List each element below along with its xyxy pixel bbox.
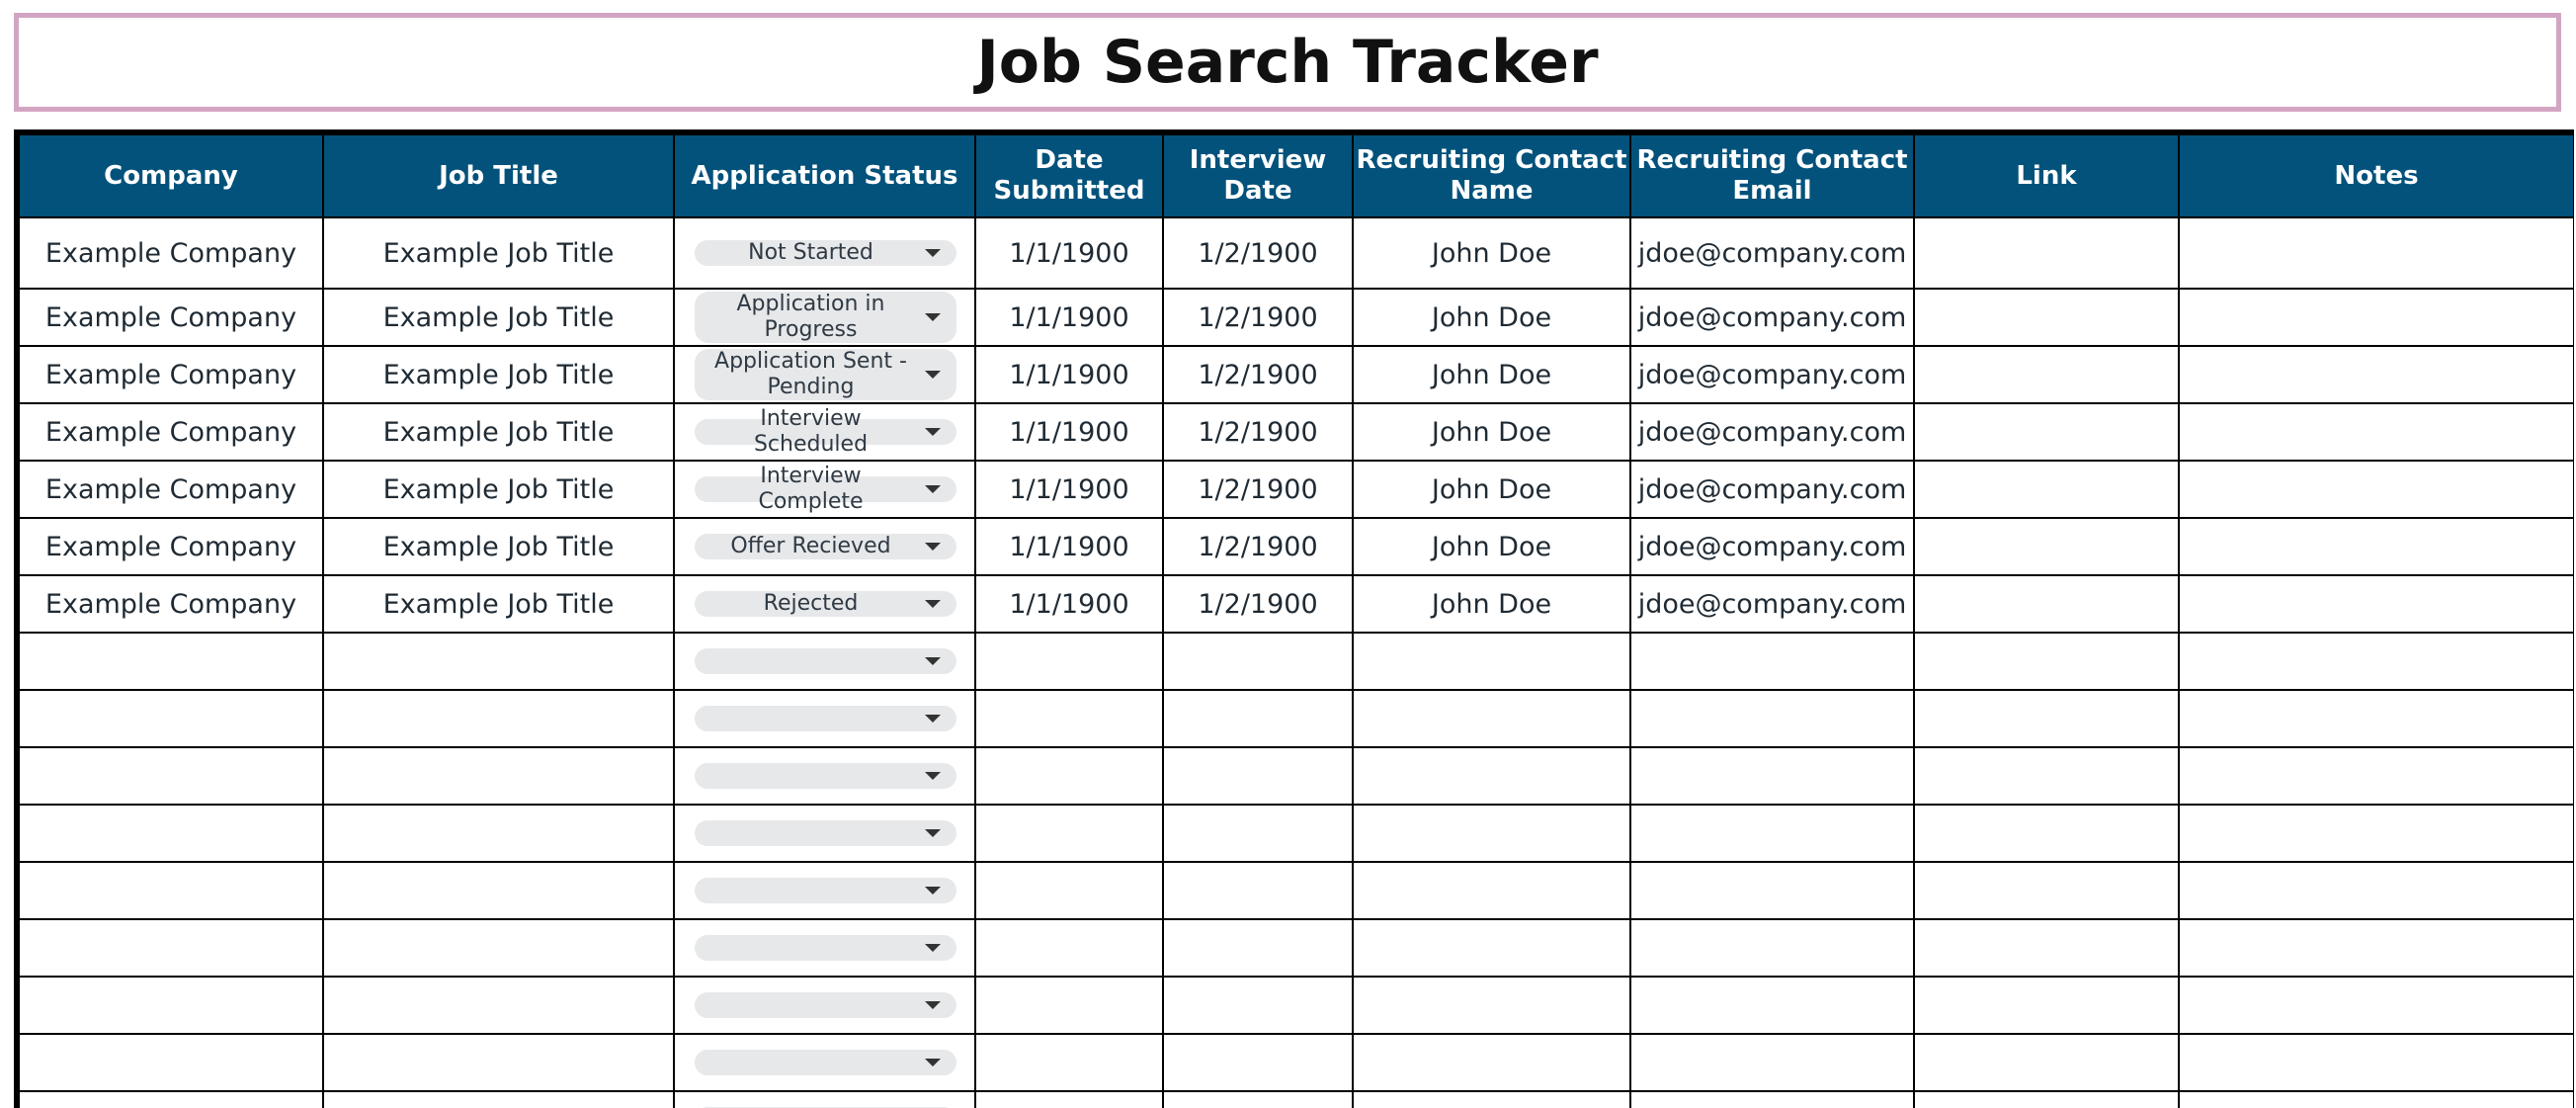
table-body xyxy=(20,217,2574,1108)
caret-down-icon[interactable] xyxy=(925,1001,941,1009)
cell-application-status[interactable] xyxy=(674,633,975,690)
cell-job-title[interactable]: Example Job Title xyxy=(323,346,674,403)
cell-job-title[interactable] xyxy=(323,1091,674,1108)
cell-application-status[interactable] xyxy=(674,518,975,575)
cell-link[interactable] xyxy=(1914,919,2179,977)
caret-down-icon[interactable] xyxy=(925,1059,941,1066)
cell-link[interactable] xyxy=(1914,1034,2179,1091)
header-interview-date[interactable]: Interview Date xyxy=(1163,135,1353,217)
cell-notes[interactable] xyxy=(2179,977,2574,1034)
caret-down-icon[interactable] xyxy=(925,249,941,257)
status-dropdown[interactable] xyxy=(695,464,956,514)
caret-down-icon[interactable] xyxy=(925,715,941,723)
cell-contact-name[interactable] xyxy=(1353,862,1630,919)
cell-date-submitted[interactable] xyxy=(975,633,1163,690)
cell-contact-name[interactable]: John Doe xyxy=(1353,518,1630,575)
cell-notes[interactable] xyxy=(2179,289,2574,346)
status-dropdown[interactable] xyxy=(695,878,956,903)
cell-interview-date[interactable] xyxy=(1163,805,1353,862)
cell-interview-date[interactable]: 1/2/1900 xyxy=(1163,289,1353,346)
cell-date-submitted[interactable]: 1/1/1900 xyxy=(975,346,1163,403)
cell-application-status[interactable] xyxy=(674,346,975,403)
cell-contact-email[interactable] xyxy=(1630,1091,1914,1108)
cell-notes[interactable] xyxy=(2179,805,2574,862)
status-dropdown[interactable] xyxy=(695,1050,956,1075)
status-dropdown[interactable] xyxy=(695,292,956,343)
cell-date-submitted[interactable] xyxy=(975,1034,1163,1091)
cell-link[interactable] xyxy=(1914,575,2179,633)
status-value: Not Started xyxy=(748,240,873,265)
status-value: Application Sent - Pending xyxy=(714,349,907,399)
table-row xyxy=(20,346,2574,403)
cell-notes[interactable] xyxy=(2179,862,2574,919)
cell-notes[interactable] xyxy=(2179,346,2574,403)
cell-interview-date[interactable] xyxy=(1163,633,1353,690)
cell-application-status[interactable] xyxy=(674,1034,975,1091)
cell-job-title[interactable] xyxy=(323,805,674,862)
status-dropdown[interactable] xyxy=(695,534,956,559)
cell-company[interactable] xyxy=(20,805,323,862)
cell-link[interactable] xyxy=(1914,977,2179,1034)
cell-interview-date[interactable]: 1/2/1900 xyxy=(1163,575,1353,633)
cell-application-status[interactable] xyxy=(674,461,975,518)
header-row xyxy=(20,135,2574,217)
table-row xyxy=(20,1034,2574,1091)
cell-company[interactable] xyxy=(20,977,323,1034)
cell-company[interactable]: Example Company xyxy=(20,289,323,346)
status-dropdown[interactable] xyxy=(695,240,956,266)
cell-link[interactable] xyxy=(1914,690,2179,747)
cell-interview-date[interactable]: 1/2/1900 xyxy=(1163,217,1353,289)
cell-application-status[interactable] xyxy=(674,919,975,977)
status-dropdown[interactable] xyxy=(695,591,956,617)
cell-company[interactable]: Example Company xyxy=(20,461,323,518)
cell-link[interactable] xyxy=(1914,633,2179,690)
cell-date-submitted[interactable] xyxy=(975,747,1163,805)
cell-link[interactable] xyxy=(1914,805,2179,862)
cell-interview-date[interactable] xyxy=(1163,1091,1353,1108)
cell-contact-email[interactable]: jdoe@company.com xyxy=(1630,403,1914,461)
tracker-table xyxy=(20,135,2574,1108)
table-row xyxy=(20,1091,2574,1108)
table-row xyxy=(20,977,2574,1034)
cell-contact-name[interactable] xyxy=(1353,919,1630,977)
caret-down-icon[interactable] xyxy=(925,772,941,780)
cell-contact-name[interactable]: John Doe xyxy=(1353,575,1630,633)
table-row xyxy=(20,747,2574,805)
table-row xyxy=(20,217,2574,289)
cell-contact-email[interactable]: jdoe@company.com xyxy=(1630,461,1914,518)
cell-notes[interactable] xyxy=(2179,217,2574,289)
status-value: Interview Complete xyxy=(758,464,864,514)
caret-down-icon[interactable] xyxy=(925,543,941,551)
cell-company[interactable]: Example Company xyxy=(20,217,323,289)
cell-job-title[interactable] xyxy=(323,919,674,977)
cell-notes[interactable] xyxy=(2179,518,2574,575)
cell-date-submitted[interactable] xyxy=(975,805,1163,862)
cell-contact-name[interactable] xyxy=(1353,690,1630,747)
cell-link[interactable] xyxy=(1914,217,2179,289)
table-row xyxy=(20,862,2574,919)
table-row xyxy=(20,289,2574,346)
status-value: Application in Progress xyxy=(736,292,885,342)
cell-contact-email[interactable] xyxy=(1630,919,1914,977)
cell-application-status[interactable] xyxy=(674,690,975,747)
status-dropdown[interactable] xyxy=(695,706,956,731)
cell-interview-date[interactable] xyxy=(1163,919,1353,977)
status-value: Rejected xyxy=(763,591,859,616)
cell-date-submitted[interactable]: 1/1/1900 xyxy=(975,403,1163,461)
cell-interview-date[interactable] xyxy=(1163,862,1353,919)
cell-job-title[interactable] xyxy=(323,690,674,747)
header-notes[interactable]: Notes xyxy=(2179,135,2574,217)
caret-down-icon[interactable] xyxy=(925,657,941,665)
cell-interview-date[interactable]: 1/2/1900 xyxy=(1163,461,1353,518)
cell-notes[interactable] xyxy=(2179,1034,2574,1091)
cell-company[interactable] xyxy=(20,919,323,977)
cell-contact-email[interactable]: jdoe@company.com xyxy=(1630,289,1914,346)
cell-contact-name[interactable]: John Doe xyxy=(1353,403,1630,461)
table-row xyxy=(20,919,2574,977)
title-banner xyxy=(14,13,2561,112)
cell-application-status[interactable] xyxy=(674,403,975,461)
table-row xyxy=(20,403,2574,461)
page-title: Job Search Tracker xyxy=(976,28,1599,97)
cell-company[interactable] xyxy=(20,862,323,919)
header-contact-name[interactable]: Recruiting Contact Name xyxy=(1353,135,1630,217)
cell-date-submitted[interactable] xyxy=(975,862,1163,919)
cell-contact-name[interactable]: John Doe xyxy=(1353,289,1630,346)
cell-interview-date[interactable]: 1/2/1900 xyxy=(1163,403,1353,461)
cell-date-submitted[interactable]: 1/1/1900 xyxy=(975,217,1163,289)
caret-down-icon[interactable] xyxy=(925,829,941,837)
cell-notes[interactable] xyxy=(2179,633,2574,690)
table-row xyxy=(20,633,2574,690)
cell-notes[interactable] xyxy=(2179,747,2574,805)
cell-notes[interactable] xyxy=(2179,919,2574,977)
caret-down-icon[interactable] xyxy=(925,944,941,952)
cell-application-status[interactable] xyxy=(674,747,975,805)
cell-application-status[interactable] xyxy=(674,1091,975,1108)
cell-link[interactable] xyxy=(1914,461,2179,518)
cell-date-submitted[interactable] xyxy=(975,977,1163,1034)
cell-contact-name[interactable]: John Doe xyxy=(1353,217,1630,289)
cell-job-title[interactable]: Example Job Title xyxy=(323,403,674,461)
cell-interview-date[interactable] xyxy=(1163,1034,1353,1091)
cell-job-title[interactable] xyxy=(323,747,674,805)
cell-contact-email[interactable] xyxy=(1630,805,1914,862)
cell-contact-email[interactable]: jdoe@company.com xyxy=(1630,518,1914,575)
table-row xyxy=(20,461,2574,518)
cell-application-status[interactable] xyxy=(674,289,975,346)
cell-contact-email[interactable] xyxy=(1630,1034,1914,1091)
cell-date-submitted[interactable]: 1/1/1900 xyxy=(975,461,1163,518)
header-contact-email[interactable]: Recruiting Contact Email xyxy=(1630,135,1914,217)
cell-company[interactable] xyxy=(20,1034,323,1091)
header-application-status[interactable]: Application Status xyxy=(674,135,975,217)
cell-contact-name[interactable]: John Doe xyxy=(1353,461,1630,518)
cell-contact-name[interactable] xyxy=(1353,805,1630,862)
cell-interview-date[interactable] xyxy=(1163,690,1353,747)
cell-application-status[interactable] xyxy=(674,977,975,1034)
cell-contact-email[interactable] xyxy=(1630,690,1914,747)
cell-contact-email[interactable] xyxy=(1630,747,1914,805)
cell-notes[interactable] xyxy=(2179,1091,2574,1108)
cell-application-status[interactable] xyxy=(674,217,975,289)
caret-down-icon[interactable] xyxy=(925,600,941,608)
cell-contact-email[interactable]: jdoe@company.com xyxy=(1630,346,1914,403)
cell-contact-name[interactable] xyxy=(1353,977,1630,1034)
cell-contact-name[interactable] xyxy=(1353,1091,1630,1108)
cell-contact-email[interactable] xyxy=(1630,862,1914,919)
table-row xyxy=(20,805,2574,862)
cell-company[interactable] xyxy=(20,690,323,747)
cell-job-title[interactable]: Example Job Title xyxy=(323,289,674,346)
table-row xyxy=(20,575,2574,633)
caret-down-icon[interactable] xyxy=(925,428,941,436)
cell-link[interactable] xyxy=(1914,862,2179,919)
header-job-title[interactable]: Job Title xyxy=(323,135,674,217)
cell-contact-email[interactable]: jdoe@company.com xyxy=(1630,217,1914,289)
cell-job-title[interactable] xyxy=(323,633,674,690)
status-dropdown[interactable] xyxy=(695,935,956,961)
cell-company[interactable] xyxy=(20,633,323,690)
cell-contact-name[interactable] xyxy=(1353,747,1630,805)
status-dropdown[interactable] xyxy=(695,820,956,846)
cell-date-submitted[interactable] xyxy=(975,690,1163,747)
status-dropdown[interactable] xyxy=(695,406,956,457)
cell-contact-name[interactable] xyxy=(1353,1034,1630,1091)
cell-link[interactable] xyxy=(1914,346,2179,403)
cell-interview-date[interactable]: 1/2/1900 xyxy=(1163,518,1353,575)
cell-company[interactable]: Example Company xyxy=(20,518,323,575)
cell-interview-date[interactable] xyxy=(1163,977,1353,1034)
cell-link[interactable] xyxy=(1914,518,2179,575)
cell-link[interactable] xyxy=(1914,403,2179,461)
status-dropdown[interactable] xyxy=(695,763,956,789)
table-row xyxy=(20,690,2574,747)
header-date-submitted[interactable]: Date Submitted xyxy=(975,135,1163,217)
cell-application-status[interactable] xyxy=(674,862,975,919)
cell-contact-email[interactable] xyxy=(1630,633,1914,690)
cell-contact-name[interactable]: John Doe xyxy=(1353,346,1630,403)
cell-date-submitted[interactable]: 1/1/1900 xyxy=(975,518,1163,575)
cell-job-title[interactable] xyxy=(323,1034,674,1091)
cell-job-title[interactable]: Example Job Title xyxy=(323,518,674,575)
header-company[interactable]: Company xyxy=(20,135,323,217)
cell-job-title[interactable] xyxy=(323,977,674,1034)
cell-notes[interactable] xyxy=(2179,461,2574,518)
cell-contact-name[interactable] xyxy=(1353,633,1630,690)
cell-interview-date[interactable] xyxy=(1163,747,1353,805)
cell-application-status[interactable] xyxy=(674,805,975,862)
cell-date-submitted[interactable] xyxy=(975,1091,1163,1108)
status-value: Offer Recieved xyxy=(730,534,891,558)
cell-company[interactable]: Example Company xyxy=(20,346,323,403)
cell-job-title[interactable] xyxy=(323,862,674,919)
status-dropdown[interactable] xyxy=(695,992,956,1018)
caret-down-icon[interactable] xyxy=(925,887,941,895)
cell-notes[interactable] xyxy=(2179,575,2574,633)
cell-date-submitted[interactable]: 1/1/1900 xyxy=(975,575,1163,633)
cell-company[interactable]: Example Company xyxy=(20,575,323,633)
cell-company[interactable] xyxy=(20,1091,323,1108)
cell-company[interactable] xyxy=(20,747,323,805)
header-link[interactable]: Link xyxy=(1914,135,2179,217)
cell-link[interactable] xyxy=(1914,747,2179,805)
cell-date-submitted[interactable] xyxy=(975,919,1163,977)
cell-job-title[interactable]: Example Job Title xyxy=(323,575,674,633)
cell-interview-date[interactable]: 1/2/1900 xyxy=(1163,346,1353,403)
cell-notes[interactable] xyxy=(2179,690,2574,747)
cell-link[interactable] xyxy=(1914,1091,2179,1108)
status-value: Interview Scheduled xyxy=(753,406,869,457)
cell-company[interactable]: Example Company xyxy=(20,403,323,461)
status-dropdown[interactable] xyxy=(695,648,956,674)
cell-notes[interactable] xyxy=(2179,403,2574,461)
cell-contact-email[interactable] xyxy=(1630,977,1914,1034)
caret-down-icon[interactable] xyxy=(925,371,941,379)
cell-contact-email[interactable]: jdoe@company.com xyxy=(1630,575,1914,633)
cell-job-title[interactable]: Example Job Title xyxy=(323,461,674,518)
status-dropdown[interactable] xyxy=(695,349,956,400)
cell-link[interactable] xyxy=(1914,289,2179,346)
cell-job-title[interactable]: Example Job Title xyxy=(323,217,674,289)
spreadsheet-grid xyxy=(14,129,2574,1108)
cell-date-submitted[interactable]: 1/1/1900 xyxy=(975,289,1163,346)
caret-down-icon[interactable] xyxy=(925,313,941,321)
cell-application-status[interactable] xyxy=(674,575,975,633)
caret-down-icon[interactable] xyxy=(925,485,941,493)
table-row xyxy=(20,518,2574,575)
